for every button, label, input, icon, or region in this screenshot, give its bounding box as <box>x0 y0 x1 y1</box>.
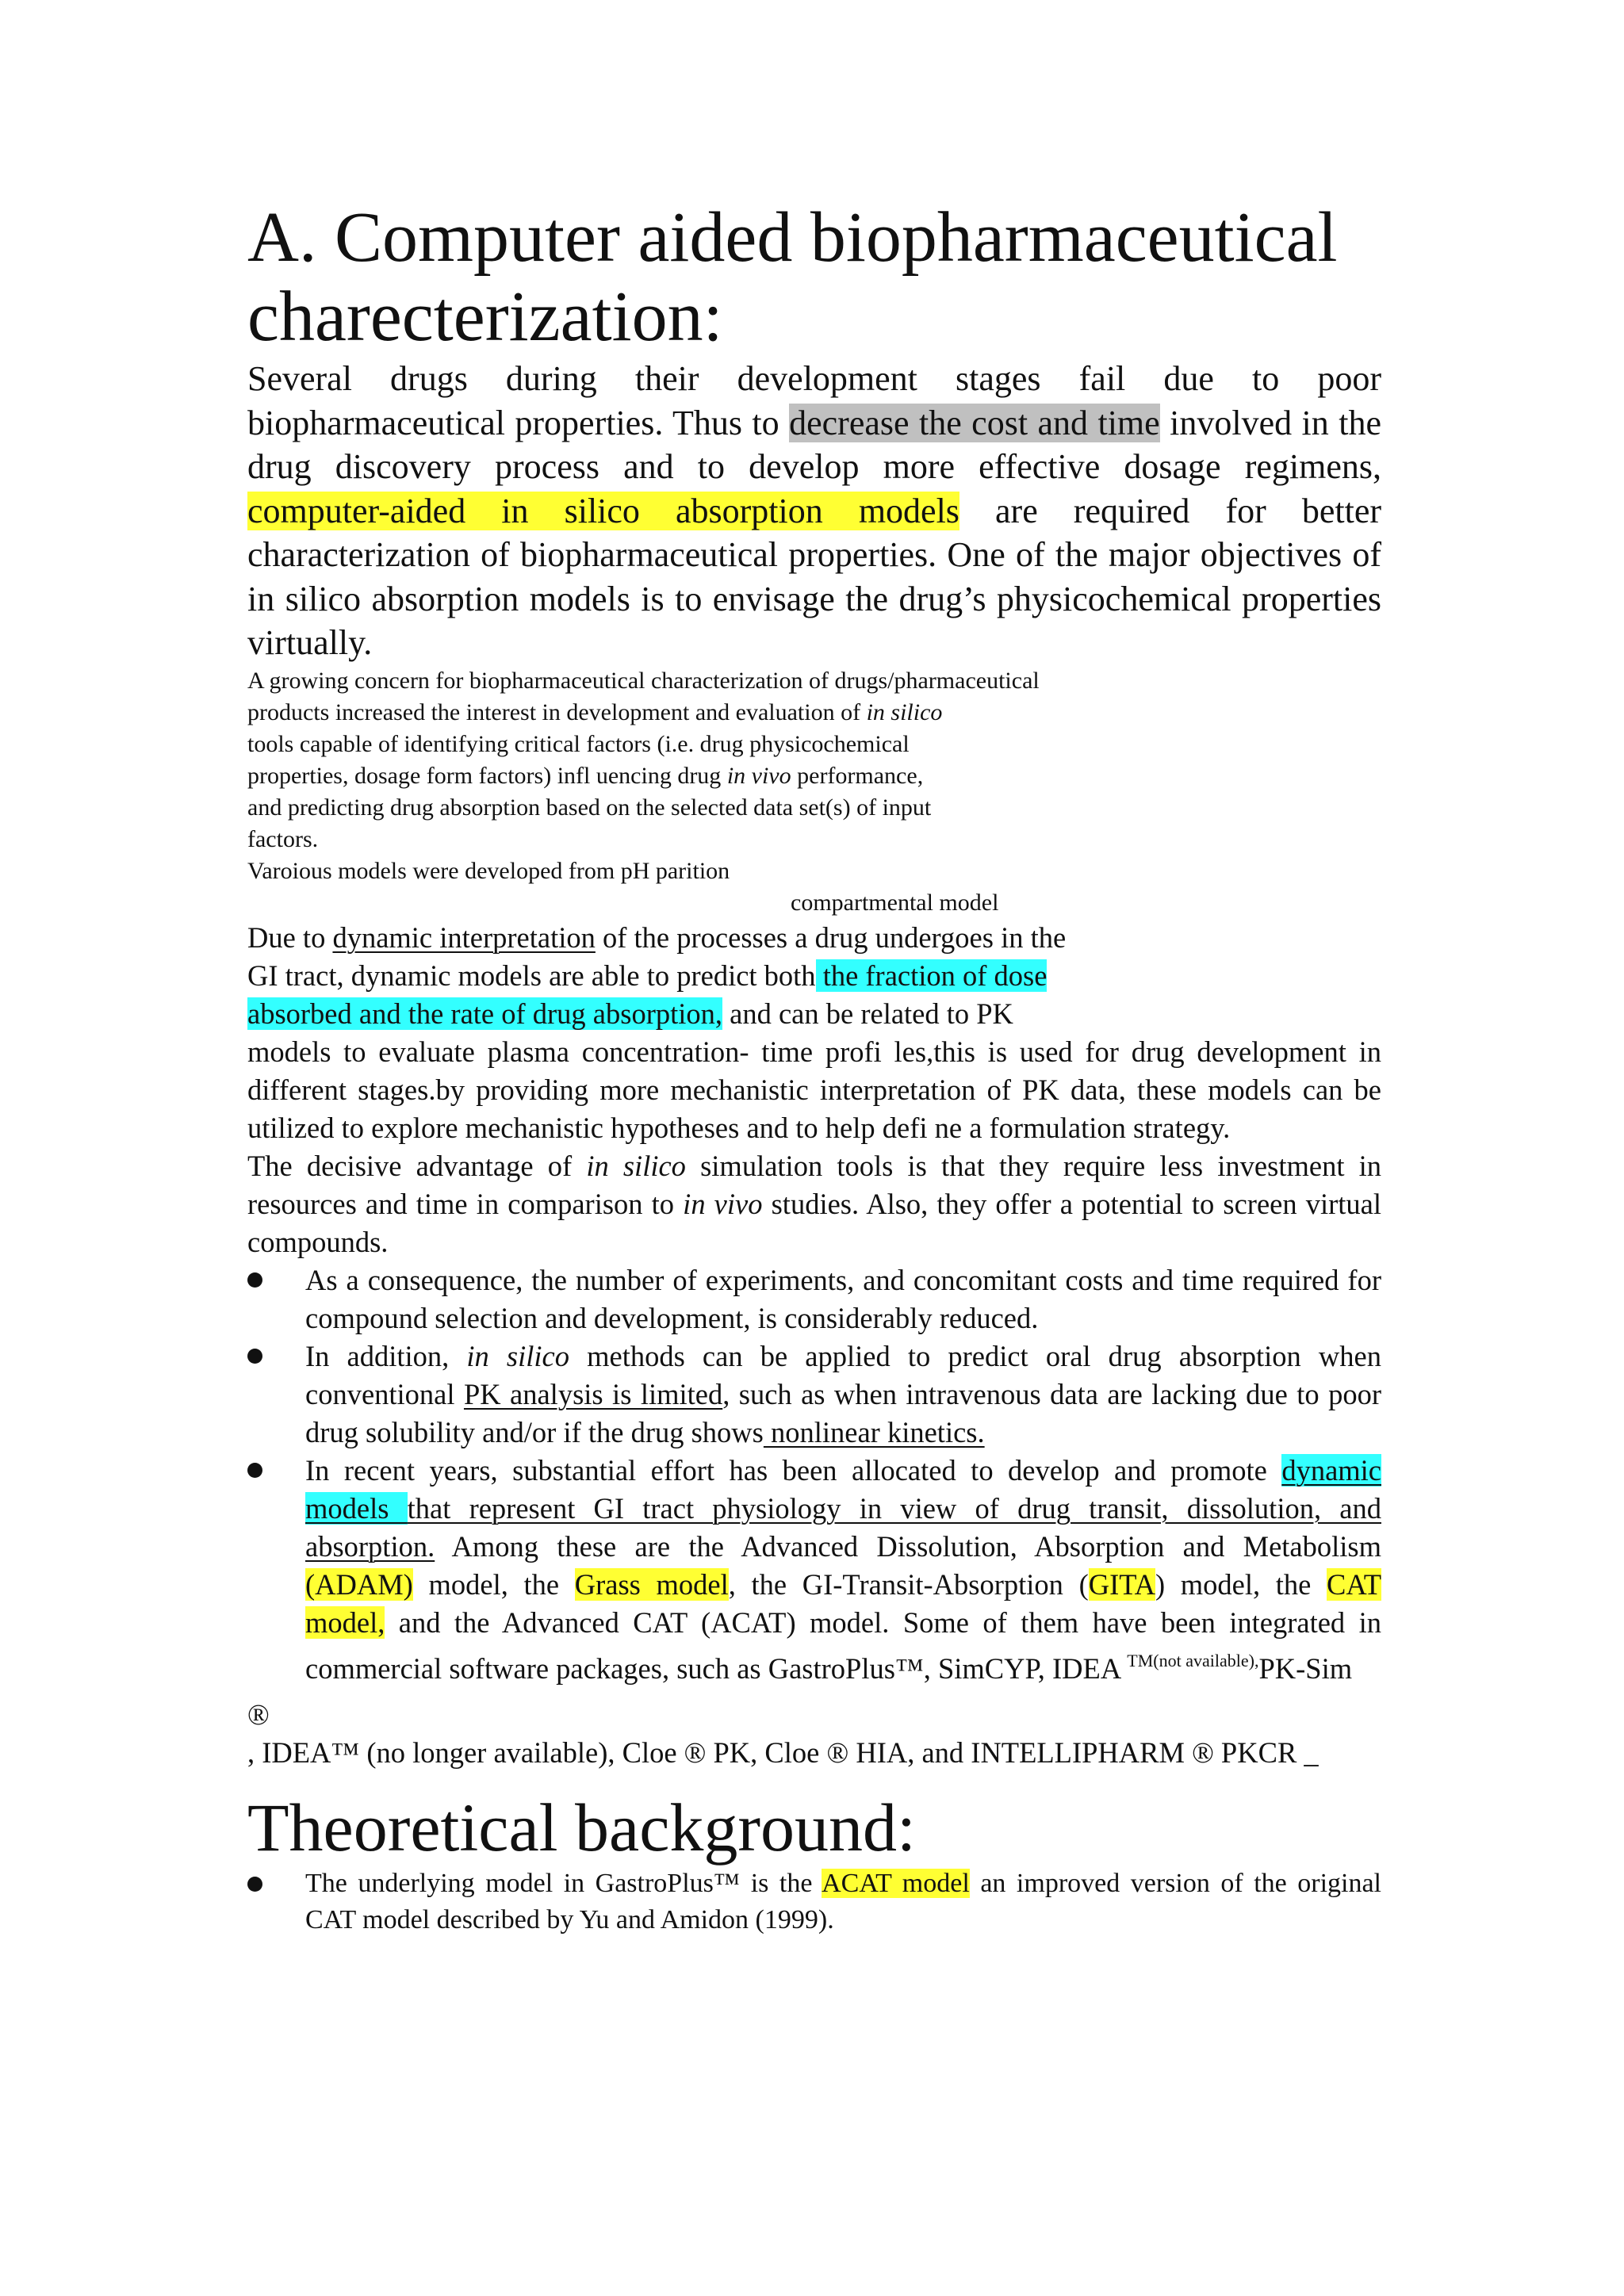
section-heading: A. Computer aided biopharmaceutical charecterization: <box>247 198 1338 356</box>
bullet-icon <box>247 1349 262 1364</box>
bullet-list-theory <box>247 1866 1381 1938</box>
highlight-cyan: the fraction of dose <box>815 959 1048 992</box>
highlight-yellow: (ADAM) <box>305 1567 413 1601</box>
document-page <box>247 198 1381 1938</box>
highlight-yellow: ACAT model <box>822 1868 970 1898</box>
section-heading-theoretical: Theoretical background: <box>247 1789 916 1866</box>
software-list-paragraph: , IDEA™ (no longer available), Cloe ® PK, Cloe ® HIA, and INTELLIPHARM ® PKCR _ <box>247 1735 1319 1769</box>
underlined-text: dynamic interpretation <box>332 920 596 954</box>
bullet-icon <box>247 1877 262 1892</box>
registered-mark: ® <box>247 1697 270 1731</box>
highlight-cyan: absorbed and the rate of drug absorption, <box>247 997 723 1030</box>
highlight-gray: decrease the cost and time <box>789 403 1160 442</box>
list-item: The underlying model in GastroPlus™ is the ACAT model an improved version of the original CAT model described by Yu and Amidon (1999). <box>247 1866 1381 1938</box>
list-item: In addition, in silico methods can be applied to predict oral drug absorption when conventional PK analysis is limited, such as when intravenous data are lacking due to poor drug solubility and/or if the drug shows nonlinear kinetics. <box>247 1337 1381 1452</box>
highlight-yellow: Grass model <box>574 1567 729 1601</box>
list-item: In recent years, substantial effort has been allocated to develop and promote dynamic models that represent GI tract physiology in view of drug transit, dissolution, and absorption. Among these are the Advanced Dissolution, Absorption and Metabolism (ADAM) model, the Grass model, the GI-Transit-Absorption (GITA) model, the CAT model, and the Advanced CAT (ACAT) model. Some of them have been integrated in commercial software packages, such as GastroPlus™, SimCYP, IDEA $^{TM(not available),}$PK-Sim <box>247 1452 1381 1688</box>
list-item: As a consequence, the number of experiments, and concomitant costs and time required for compound selection and development, is considerably reduced. <box>247 1261 1381 1337</box>
highlight-yellow: computer-aided in silico absorption models <box>247 491 959 530</box>
intro-paragraph: Several drugs during their development stages fail due to poor biopharmaceutical properties. Thus to decrease the cost and time involved in the drug discovery process and to develop more effective dosage regimens, computer-aided in silico absorption models are required for better characterization of biopharmaceutical properties. One of the major objectives of in silico absorption models is to envisage the drug’s physicochemical properties virtually. <box>247 359 1382 662</box>
bullet-icon <box>247 1463 262 1478</box>
highlight-yellow: GITA <box>1088 1567 1155 1601</box>
highlight-yellow: CAT model, <box>305 1567 1381 1639</box>
decisive-advantage-paragraph: The decisive advantage of in silico simulation tools is that they require less investment in resources and time in comparison to in vivo studies. Also, they offer a potential to screen virtual compounds. <box>247 1149 1382 1258</box>
dynamic-models-paragraph: Due to dynamic interpretation of the processes a drug undergoes in the GI tract, dynamic models are able to predict both the fraction of dose absorbed and the rate of drug absorption, and can be related to PK models to evaluate plasma concentration- time profi les,this is used for drug development in different stages.by providing more mechanistic interpretation of PK data, these models can be utilized to explore mechanistic hypotheses and to help defi ne a formulation strategy. <box>247 920 1381 1144</box>
bullet-icon <box>247 1272 262 1288</box>
highlight-cyan: dynamic models <box>305 1453 1381 1525</box>
bullet-list <box>247 1261 1381 1688</box>
small-text-block: A growing concern for biopharmaceutical characterization of drugs/pharmaceutical products increased the interest in development and evaluation of in silico tools capable of identifying critical factors (i.e. drug physicochemical properties, dosage form factors) infl uencing drug in vivo performance, and predicting drug absorption based on the selected data set(s) of input factors. Varoious models were developed from pH parition compartmental model <box>247 667 1040 916</box>
